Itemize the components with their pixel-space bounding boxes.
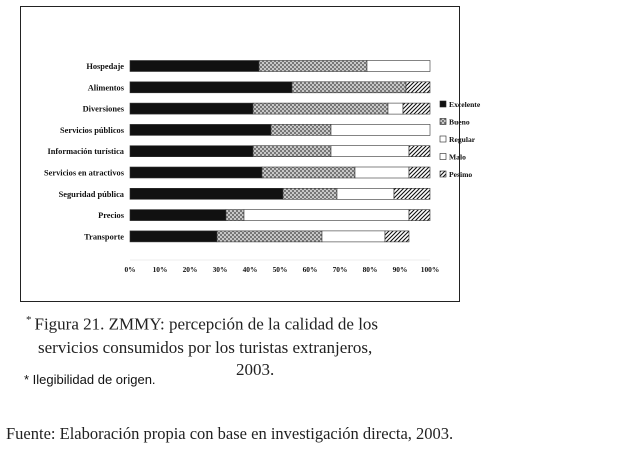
legend-label-bueno: Bueno: [449, 117, 470, 127]
bar-segment-regular: [367, 61, 430, 72]
bar-segment-bueno: [262, 167, 355, 178]
bar-segment-regular: [331, 146, 409, 157]
bar-segment-bueno: [253, 146, 331, 157]
x-tick-label: 80%: [362, 265, 378, 274]
bar-segment-excelente: [130, 210, 226, 221]
x-tick-label: 20%: [182, 265, 198, 274]
bar-segment-excelente: [130, 167, 262, 178]
legend-label-pesimo: Pesimo: [449, 170, 473, 179]
bar-segment-excelente: [130, 124, 271, 135]
category-label: Precios: [98, 211, 124, 221]
bar-segment-bueno: [226, 210, 244, 221]
legend-label-regular: Regular: [449, 135, 476, 144]
bar-segment-regular: [322, 231, 385, 242]
bar-segment-pesimo: [385, 231, 409, 242]
bar-segment-regular: [331, 124, 430, 135]
figure-caption-line2: servicios consumidos por los turistas extranjeros,: [38, 338, 373, 357]
bar-segment-bueno: [283, 188, 337, 199]
legend-swatch-excelente: [440, 101, 446, 107]
bar-segment-bueno: [271, 124, 331, 135]
stacked-bar-chart: [21, 7, 481, 300]
bar-segment-excelente: [130, 231, 217, 242]
bar-segment-pesimo: [394, 188, 430, 199]
category-label: Servicios en atractivos: [43, 168, 124, 178]
legend-swatch-bueno: [440, 119, 446, 125]
category-label: Servicios públicos: [60, 125, 124, 135]
legend-swatch-pesimo: [440, 171, 446, 177]
figure-caption-year: 2003.: [236, 360, 275, 379]
caption-text-1: Figura 21. ZMMY: percepción de la calidad de los: [34, 314, 379, 334]
bar-segment-regular: [337, 188, 394, 199]
bar-segment-bueno: [259, 61, 367, 72]
caption-marker: *: [26, 314, 32, 326]
x-tick-label: 100%: [420, 265, 440, 274]
bar-segment-pesimo: [409, 210, 430, 221]
bar-segment-regular: [355, 167, 409, 178]
illegibility-note: * Ilegibilidad de origen.: [24, 372, 156, 387]
x-tick-label: 30%: [212, 265, 228, 274]
category-label: Transporte: [84, 232, 124, 242]
x-tick-label: 10%: [152, 265, 168, 274]
source-line: Fuente: Elaboración propia con base en investigación directa, 2003.: [6, 424, 454, 443]
category-label: Diversiones: [82, 104, 124, 114]
category-label: Alimentos: [87, 83, 124, 93]
bar-segment-bueno: [253, 103, 388, 114]
x-tick-label: 90%: [392, 265, 408, 274]
bar-segment-pesimo: [403, 103, 430, 114]
bar-segment-excelente: [130, 82, 292, 93]
bar-segment-regular: [388, 103, 403, 114]
figure-frame: [20, 6, 481, 302]
bar-segment-excelente: [130, 103, 253, 114]
x-tick-label: 0%: [124, 265, 136, 274]
bar-segment-pesimo: [409, 167, 430, 178]
bar-segment-regular: [244, 210, 409, 221]
category-label: Hospedaje: [86, 62, 124, 71]
legend-label-malo: Malo: [449, 152, 466, 162]
bar-segment-bueno: [292, 82, 406, 93]
bar-segment-excelente: [130, 61, 259, 72]
bar-segment-pesimo: [406, 82, 430, 93]
category-label: Seguridad pública: [58, 189, 124, 199]
bar-segment-excelente: [130, 188, 283, 199]
legend-swatch-regular: [440, 136, 446, 142]
x-tick-label: 70%: [332, 265, 348, 274]
legend-label-excelente: Excelente: [449, 100, 481, 109]
category-label: Información turística: [47, 147, 124, 157]
x-tick-label: 60%: [302, 265, 318, 274]
bar-segment-pesimo: [409, 146, 430, 157]
legend-swatch-malo: [440, 154, 446, 160]
figure-caption-line1: [26, 314, 378, 335]
bar-segment-excelente: [130, 146, 253, 157]
x-tick-label: 40%: [242, 265, 258, 274]
bar-segment-bueno: [217, 231, 322, 242]
x-tick-label: 50%: [272, 265, 288, 274]
